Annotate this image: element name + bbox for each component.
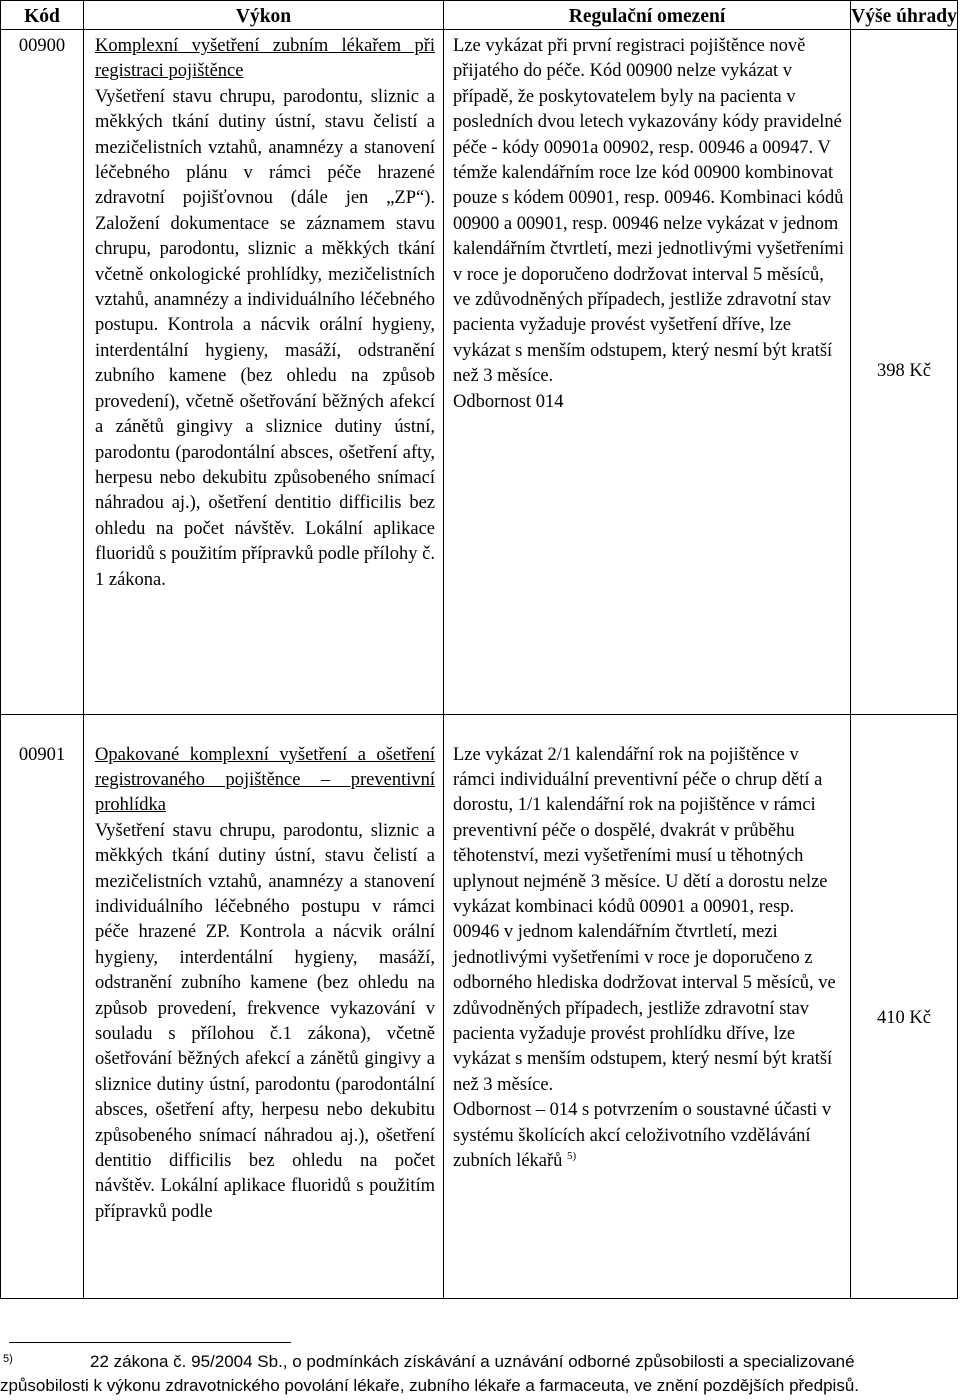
footnote-reference: 5) [567, 1149, 577, 1162]
footnote-separator [9, 1342, 291, 1343]
procedure-title: Opakované komplexní vyšetření a ošetření registrovaného pojištěnce – preventivní prohlídka [95, 744, 435, 816]
table-row [1, 30, 958, 715]
regulation-specialty-text: Odbornost – 014 s potvrzením o soustavné účasti v systému školících akcí celoživotního vzdělávání zubních lékařů [453, 1100, 832, 1171]
header-vyse: Výše úhrady [851, 1, 958, 30]
row-price: 398 Kč [851, 30, 958, 715]
row-procedure [84, 739, 444, 1299]
table-header-row [1, 1, 958, 30]
header-regulace: Regulační omezení [444, 1, 851, 30]
regulation-specialty [453, 1098, 844, 1174]
row-price: 410 Kč [851, 739, 958, 1299]
row-regulation [444, 739, 851, 1299]
procedure-title: Komplexní vyšetření zubním lékařem při registraci pojištěnce [95, 36, 435, 82]
footnote-line-2: způsobilosti k výkonu zdravotnického povolání lékaře, zubního lékaře a farmaceuta, ve znění pozdějších předpisů. [0, 1376, 859, 1395]
row-regulation [444, 30, 851, 715]
footnote [0, 1350, 960, 1398]
regulation-text: Lze vykázat 2/1 kalendářní rok na pojištěnce v rámci individuální preventivní péče o chrup dětí a dorostu, 1/1 kalendářní rok na pojištěnce v rámci preventivní péče o dospělé, dvakrát v průběhu těhotenství, mezi vyšetřeními musí u těhotných uplynout nejméně 3 měsíce. U dětí a dorostu nelze vykázat kombinaci kódů 00901 a 00901, resp. 00946 v jednom kalendářním čtvrtletí, mezi jednotlivými vyšetřeními v roce je doporučeno z odborného hlediska dodržovat interval 5 měsíců, ve zdůvodněných případech, jestliže zdravotní stav pacienta vyžaduje provést prohlídku dříve, lze vykázat s menším odstupem, který nesmí být kratší než 3 měsíce. [453, 744, 836, 1095]
footnote-mark: 5) [3, 1353, 13, 1365]
header-vykon: Výkon [84, 1, 444, 30]
regulation-specialty: Odbornost 014 [453, 391, 564, 412]
regulation-text: Lze vykázat při první registraci pojištěnce nově přijatého do péče. Kód 00900 nelze vykázat v případě, že poskytovatelem byly na pacienta v posledních dvou letech vykazovány kódy pravidelné péče - kódy 00901a 00902, resp. 00946 a 00947. V témže kalendářním roce lze kód 00900 kombinovat pouze s kódem 00901, resp. 00946. Kombinaci kódů 00900 a 00901, resp. 00946 nelze vykázat v jednom kalendářním čtvrtletí, mezi jednotlivými vyšetřeními v roce je doporučeno dodržovat interval 5 měsíců, ve zdůvodněných případech, jestliže zdravotní stav pacienta vyžaduje provést vyšetření dříve, lze vykázat s menším odstupem, který nesmí být kratší než 3 měsíce. [453, 36, 844, 387]
table-row [1, 739, 958, 1299]
row-code: 00900 [1, 30, 84, 715]
footnote-line-1: 22 zákona č. 95/2004 Sb., o podmínkách získávání a uznávání odborné způsobilosti a specializované [90, 1352, 855, 1371]
procedure-description: Vyšetření stavu chrupu, parodontu, sliznic a měkkých tkání dutiny ústní, stavu čelistí a mezičelistních vztahů, anamnézy a stanovení léčebného plánu v rámci péče hrazené zdravotní pojišťovnou (dále jen „ZP“). Založení dokumentace se záznamem stavu chrupu, parodontu, sliznic a měkkých tkání včetně onkologické prohlídky, mezičelistních vztahů, anamnézy a individuálního léčebného postupu. Kontrola a nácvik orální hygieny, interdentální hygieny, masáží, odstranění zubního kamene (bez ohledu na způsob provedení), včetně ošetřování běžných afekcí a zánětů gingivy a sliznice dutiny ústní, parodontu (parodontální absces, ošetření afty, herpesu nebo dekubitu způsobeného snímací náhradou aj.), ošetření dentitio difficilis bez ohledu na počet návštěv. Lokální aplikace fluoridů s použitím přípravků podle přílohy č. 1 zákona. [95, 86, 435, 590]
row-procedure [84, 30, 444, 715]
header-kod: Kód [1, 1, 84, 30]
row-gap [1, 715, 958, 739]
row-code: 00901 [1, 739, 84, 1299]
procedure-description: Vyšetření stavu chrupu, parodontu, sliznic a měkkých tkání dutiny ústní, stavu čelistí a mezičelistních vztahů, anamnézy a stanovení individuálního léčebného postupu v rámci péče hrazené ZP. Kontrola a nácvik orální hygieny, interdentální hygieny, masáží, odstranění zubního kamene (bez ohledu na způsob provedení, frekvence vykazování v souladu s přílohou č.1 zákona), včetně ošetřování běžných afekcí a zánětů gingivy a sliznice dutiny ústní, parodontu (parodontální absces, ošetření afty, herpesu nebo dekubitu způsobeného snímací náhradou aj.), ošetření dentitio difficilis bez ohledu na počet návštěv. Lokální aplikace fluoridů s použitím přípravků podle [95, 820, 435, 1222]
